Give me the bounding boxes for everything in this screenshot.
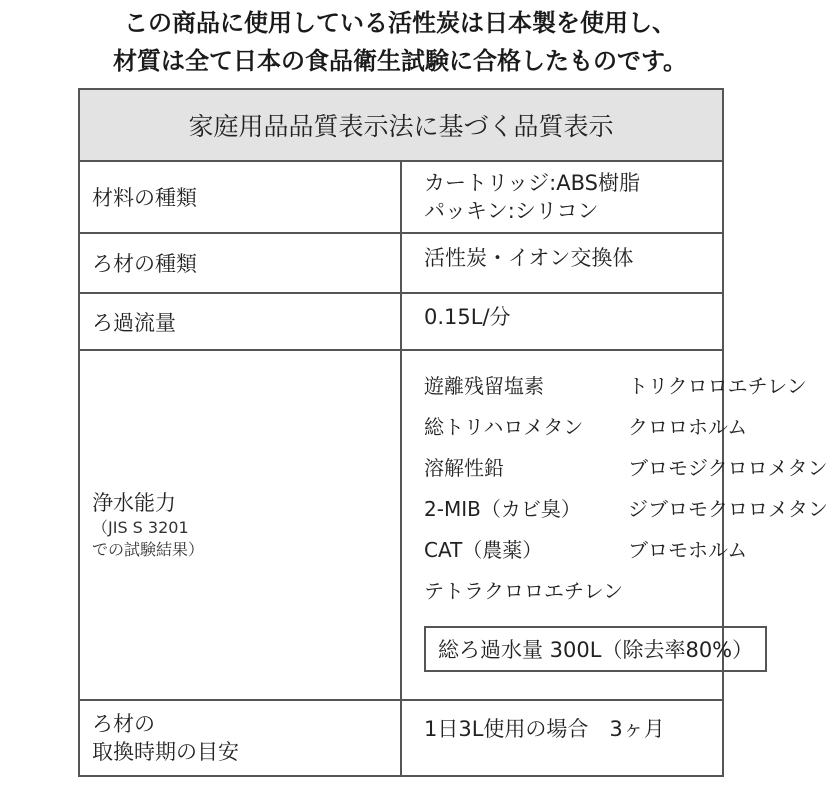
- material-value: [401, 161, 723, 233]
- replacement-text: 1日3L使用の場合 3ヶ月: [424, 717, 665, 741]
- intro-line-2: 材質は全て日本の食品衛生試験に合格したものです。: [112, 47, 688, 75]
- filter-media-label: ろ材の種類: [79, 233, 401, 293]
- table-row-material: [79, 161, 723, 233]
- purification-test-result: での試験結果）: [92, 540, 205, 559]
- purification-label-cell: [79, 350, 401, 700]
- material-cartridge: カートリッジ:ABS樹脂: [424, 171, 640, 195]
- purification-value: [401, 350, 828, 700]
- flow-rate-text: 0.15L/分: [424, 304, 511, 329]
- table-row-purification: [79, 350, 723, 700]
- flow-rate-value: [401, 293, 723, 350]
- list-item: ジブロモクロロメタン: [628, 497, 828, 521]
- total-filtration-capacity: 総ろ過水量 300L（除去率80%）: [424, 626, 767, 672]
- list-item: テトラクロロエチレン: [424, 579, 624, 603]
- list-item: トリクロロエチレン: [628, 374, 807, 398]
- list-item: 総トリハロメタン: [424, 415, 584, 439]
- replacement-value: [401, 700, 723, 776]
- table-row-replacement: [79, 700, 723, 776]
- replacement-label-line-2: 取換時期の目安: [92, 740, 239, 764]
- table-header-row: [79, 89, 723, 161]
- list-item: CAT（農薬）: [424, 538, 543, 562]
- filter-media-value: [401, 233, 723, 293]
- purification-label: 浄水能力: [92, 491, 176, 515]
- list-item: 溶解性鉛: [424, 456, 504, 480]
- intro-line-1: この商品に使用している活性炭は日本製を使用し、: [124, 9, 676, 37]
- material-label: 材料の種類: [79, 161, 401, 233]
- table-row-flow-rate: [79, 293, 723, 350]
- list-item: ブロモジクロロメタン: [628, 456, 828, 480]
- replacement-label-cell: [79, 700, 401, 776]
- quality-label-table: [78, 88, 828, 777]
- material-packing: パッキン:シリコン: [424, 199, 599, 223]
- purification-test-standard: （JIS S 3201: [92, 518, 189, 537]
- table-row-filter-media: [79, 233, 723, 293]
- intro-text: [0, 4, 800, 80]
- replacement-label-line-1: ろ材の: [92, 712, 155, 736]
- list-item: クロロホルム: [628, 415, 748, 439]
- list-item: 2-MIB（カビ臭）: [424, 497, 581, 521]
- filter-media-text: 活性炭・イオン交換体: [424, 246, 634, 270]
- table-title: 家庭用品品質表示法に基づく品質表示: [79, 89, 723, 161]
- list-item: ブロモホルム: [628, 538, 748, 562]
- flow-rate-label: ろ過流量: [79, 293, 401, 350]
- list-item: 遊離残留塩素: [424, 374, 544, 398]
- removal-items-list: [424, 358, 828, 612]
